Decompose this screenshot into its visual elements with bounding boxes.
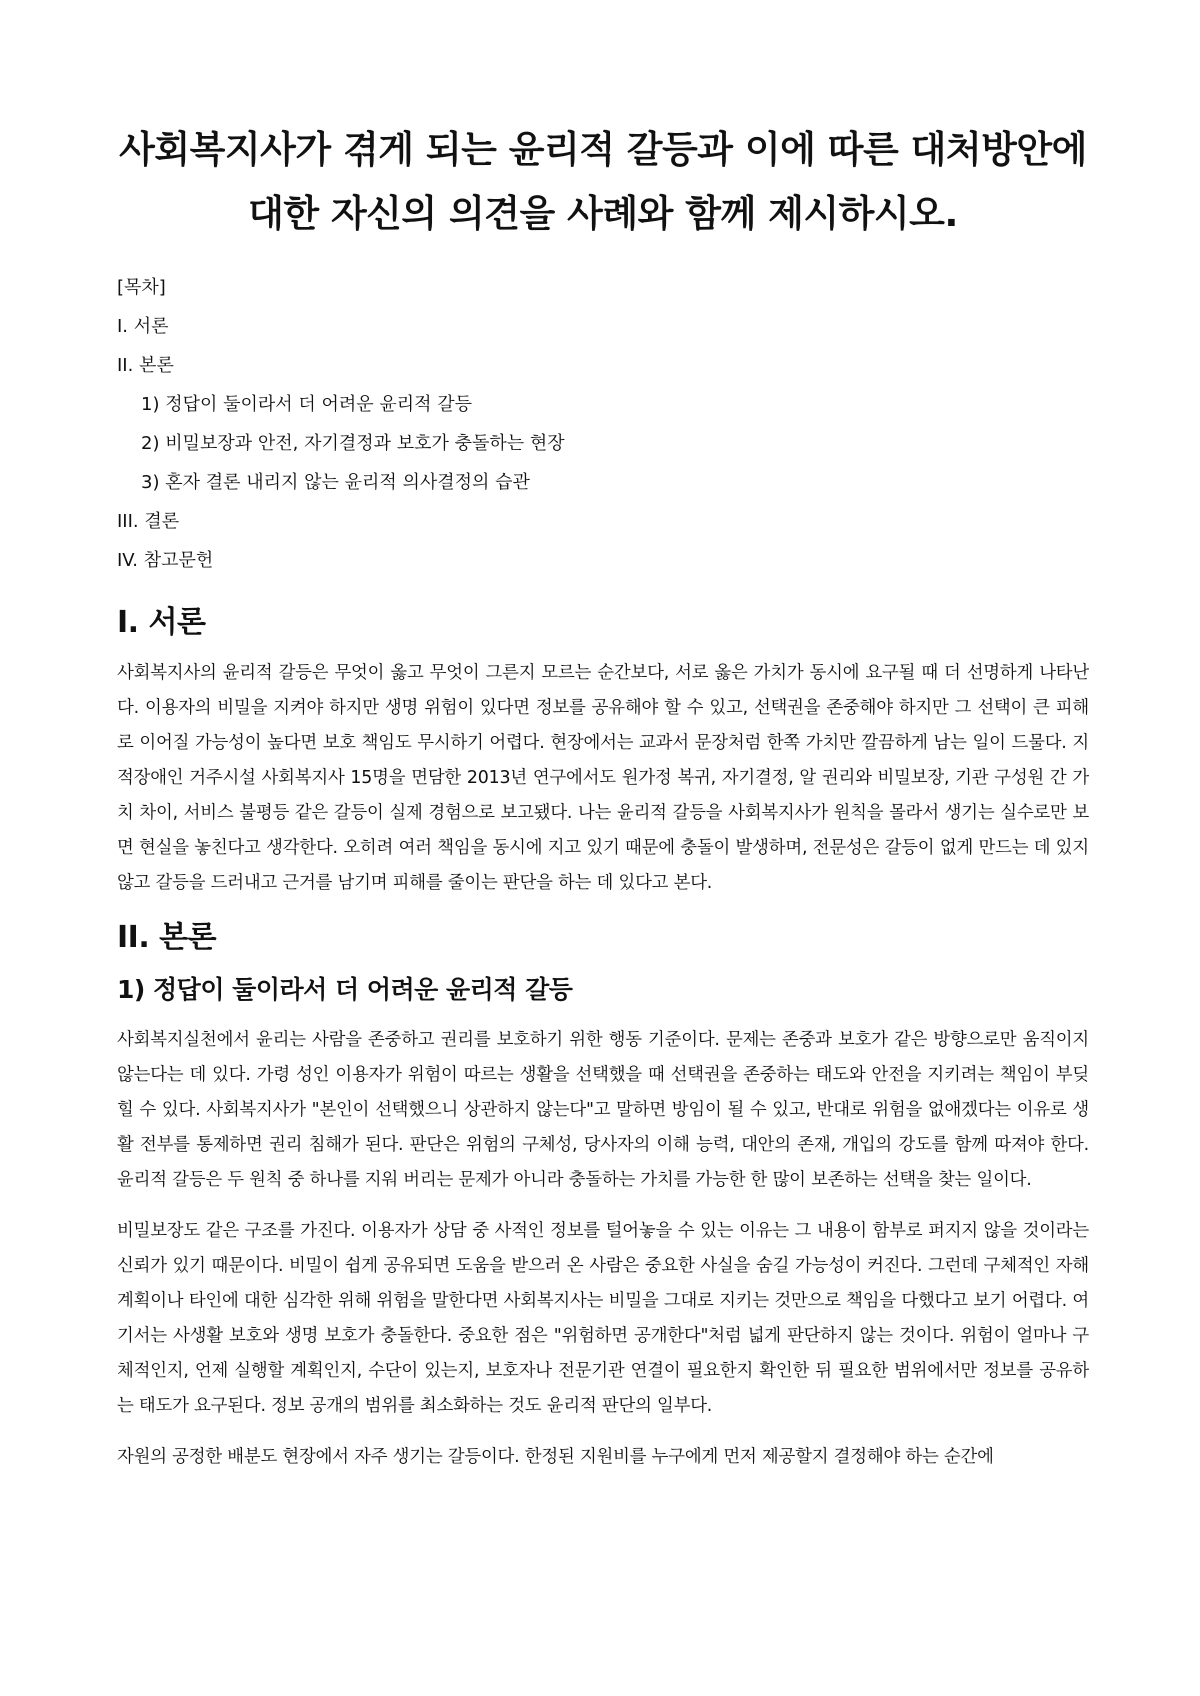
table-of-contents	[117, 268, 1089, 580]
toc-heading: [목차]	[117, 277, 166, 298]
toc-item-intro: I. 서론	[117, 316, 169, 337]
document-title: 사회복지사가 겪게 되는 윤리적 갈등과 이에 따른 대처방안에 대한 자신의 의견을 사례와 함께 제시하시오.	[119, 128, 1087, 235]
subsection-1-heading: 1) 정답이 둘이라서 더 어려운 윤리적 갈등	[117, 975, 573, 1004]
toc-item-body-1: 1) 정답이 둘이라서 더 어려운 윤리적 갈등	[141, 394, 473, 415]
body-heading: II. 본론	[117, 920, 217, 955]
toc-item-conclusion: III. 결론	[117, 511, 180, 532]
toc-item-body-3: 3) 혼자 결론 내리지 않는 윤리적 의사결정의 습관	[141, 472, 530, 493]
toc-item-body-2: 2) 비밀보장과 안전, 자기결정과 보호가 충돌하는 현장	[141, 433, 565, 454]
intro-heading: I. 서론	[117, 605, 206, 640]
toc-item-references: IV. 참고문헌	[117, 550, 214, 571]
intro-paragraph: 사회복지사의 윤리적 갈등은 무엇이 옳고 무엇이 그른지 모르는 순간보다, 서로 옳은 가치가 동시에 요구될 때 더 선명하게 나타난다. 이용자의 비밀을 지켜야 하지만 생명 위험이 있다면 정보를 공유해야 할 수 있고, 선택권을 존중해야 하지만 그 선택이 큰 피해로 이어질 가능성이 높다면 보호 책임도 무시하기 어렵다. 현장에서는 교과서 문장처럼 한쪽 가치만 깔끔하게 남는 일이 드물다. 지적장애인 거주시설 사회복지사 15명을 면담한 2013년 연구에서도 원가정 복귀, 자기결정, 알 권리와 비밀보장, 기관 구성원 간 가치 차이, 서비스 불평등 같은 갈등이 실제 경험으로 보고됐다. 나는 윤리적 갈등을 사회복지사가 원칙을 몰라서 생기는 실수로만 보면 현실을 놓친다고 생각한다. 오히려 여러 책임을 동시에 지고 있기 때문에 충돌이 발생하며, 전문성은 갈등이 없게 만드는 데 있지 않고 갈등을 드러내고 근거를 남기며 피해를 줄이는 판단을 하는 데 있다고 본다.	[117, 663, 1089, 893]
toc-item-body: II. 본론	[117, 355, 174, 376]
subsection-1-paragraph-3: 자원의 공정한 배분도 현장에서 자주 생기는 갈등이다. 한정된 지원비를 누구에게 먼저 제공할지 결정해야 하는 순간에	[117, 1447, 994, 1467]
subsection-1-paragraph-1: 사회복지실천에서 윤리는 사람을 존중하고 권리를 보호하기 위한 행동 기준이다. 문제는 존중과 보호가 같은 방향으로만 움직이지 않는다는 데 있다. 가령 성인 이용자가 위험이 따르는 생활을 선택했을 때 선택권을 존중하는 태도와 안전을 지키려는 책임이 부딪힐 수 있다. 사회복지사가 "본인이 선택했으니 상관하지 않는다"고 말하면 방임이 될 수 있고, 반대로 위험을 없애겠다는 이유로 생활 전부를 통제하면 권리 침해가 된다. 판단은 위험의 구체성, 당사자의 이해 능력, 대안의 존재, 개입의 강도를 함께 따져야 한다. 윤리적 갈등은 두 원칙 중 하나를 지워 버리는 문제가 아니라 충돌하는 가치를 가능한 한 많이 보존하는 선택을 찾는 일이다.	[117, 1030, 1089, 1190]
subsection-1-paragraph-2: 비밀보장도 같은 구조를 가진다. 이용자가 상담 중 사적인 정보를 털어놓을 수 있는 이유는 그 내용이 함부로 퍼지지 않을 것이라는 신뢰가 있기 때문이다. 비밀이 쉽게 공유되면 도움을 받으러 온 사람은 중요한 사실을 숨길 가능성이 커진다. 그런데 구체적인 자해 계획이나 타인에 대한 심각한 위해 위험을 말한다면 사회복지사는 비밀을 그대로 지키는 것만으로 책임을 다했다고 보기 어렵다. 여기서는 사생활 보호와 생명 보호가 충돌한다. 중요한 점은 "위험하면 공개한다"처럼 넓게 판단하지 않는 것이다. 위험이 얼마나 구체적인지, 언제 실행할 계획인지, 수단이 있는지, 보호자나 전문기관 연결이 필요한지 확인한 뒤 필요한 범위에서만 정보를 공유하는 태도가 요구된다. 정보 공개의 범위를 최소화하는 것도 윤리적 판단의 일부다.	[117, 1221, 1089, 1416]
